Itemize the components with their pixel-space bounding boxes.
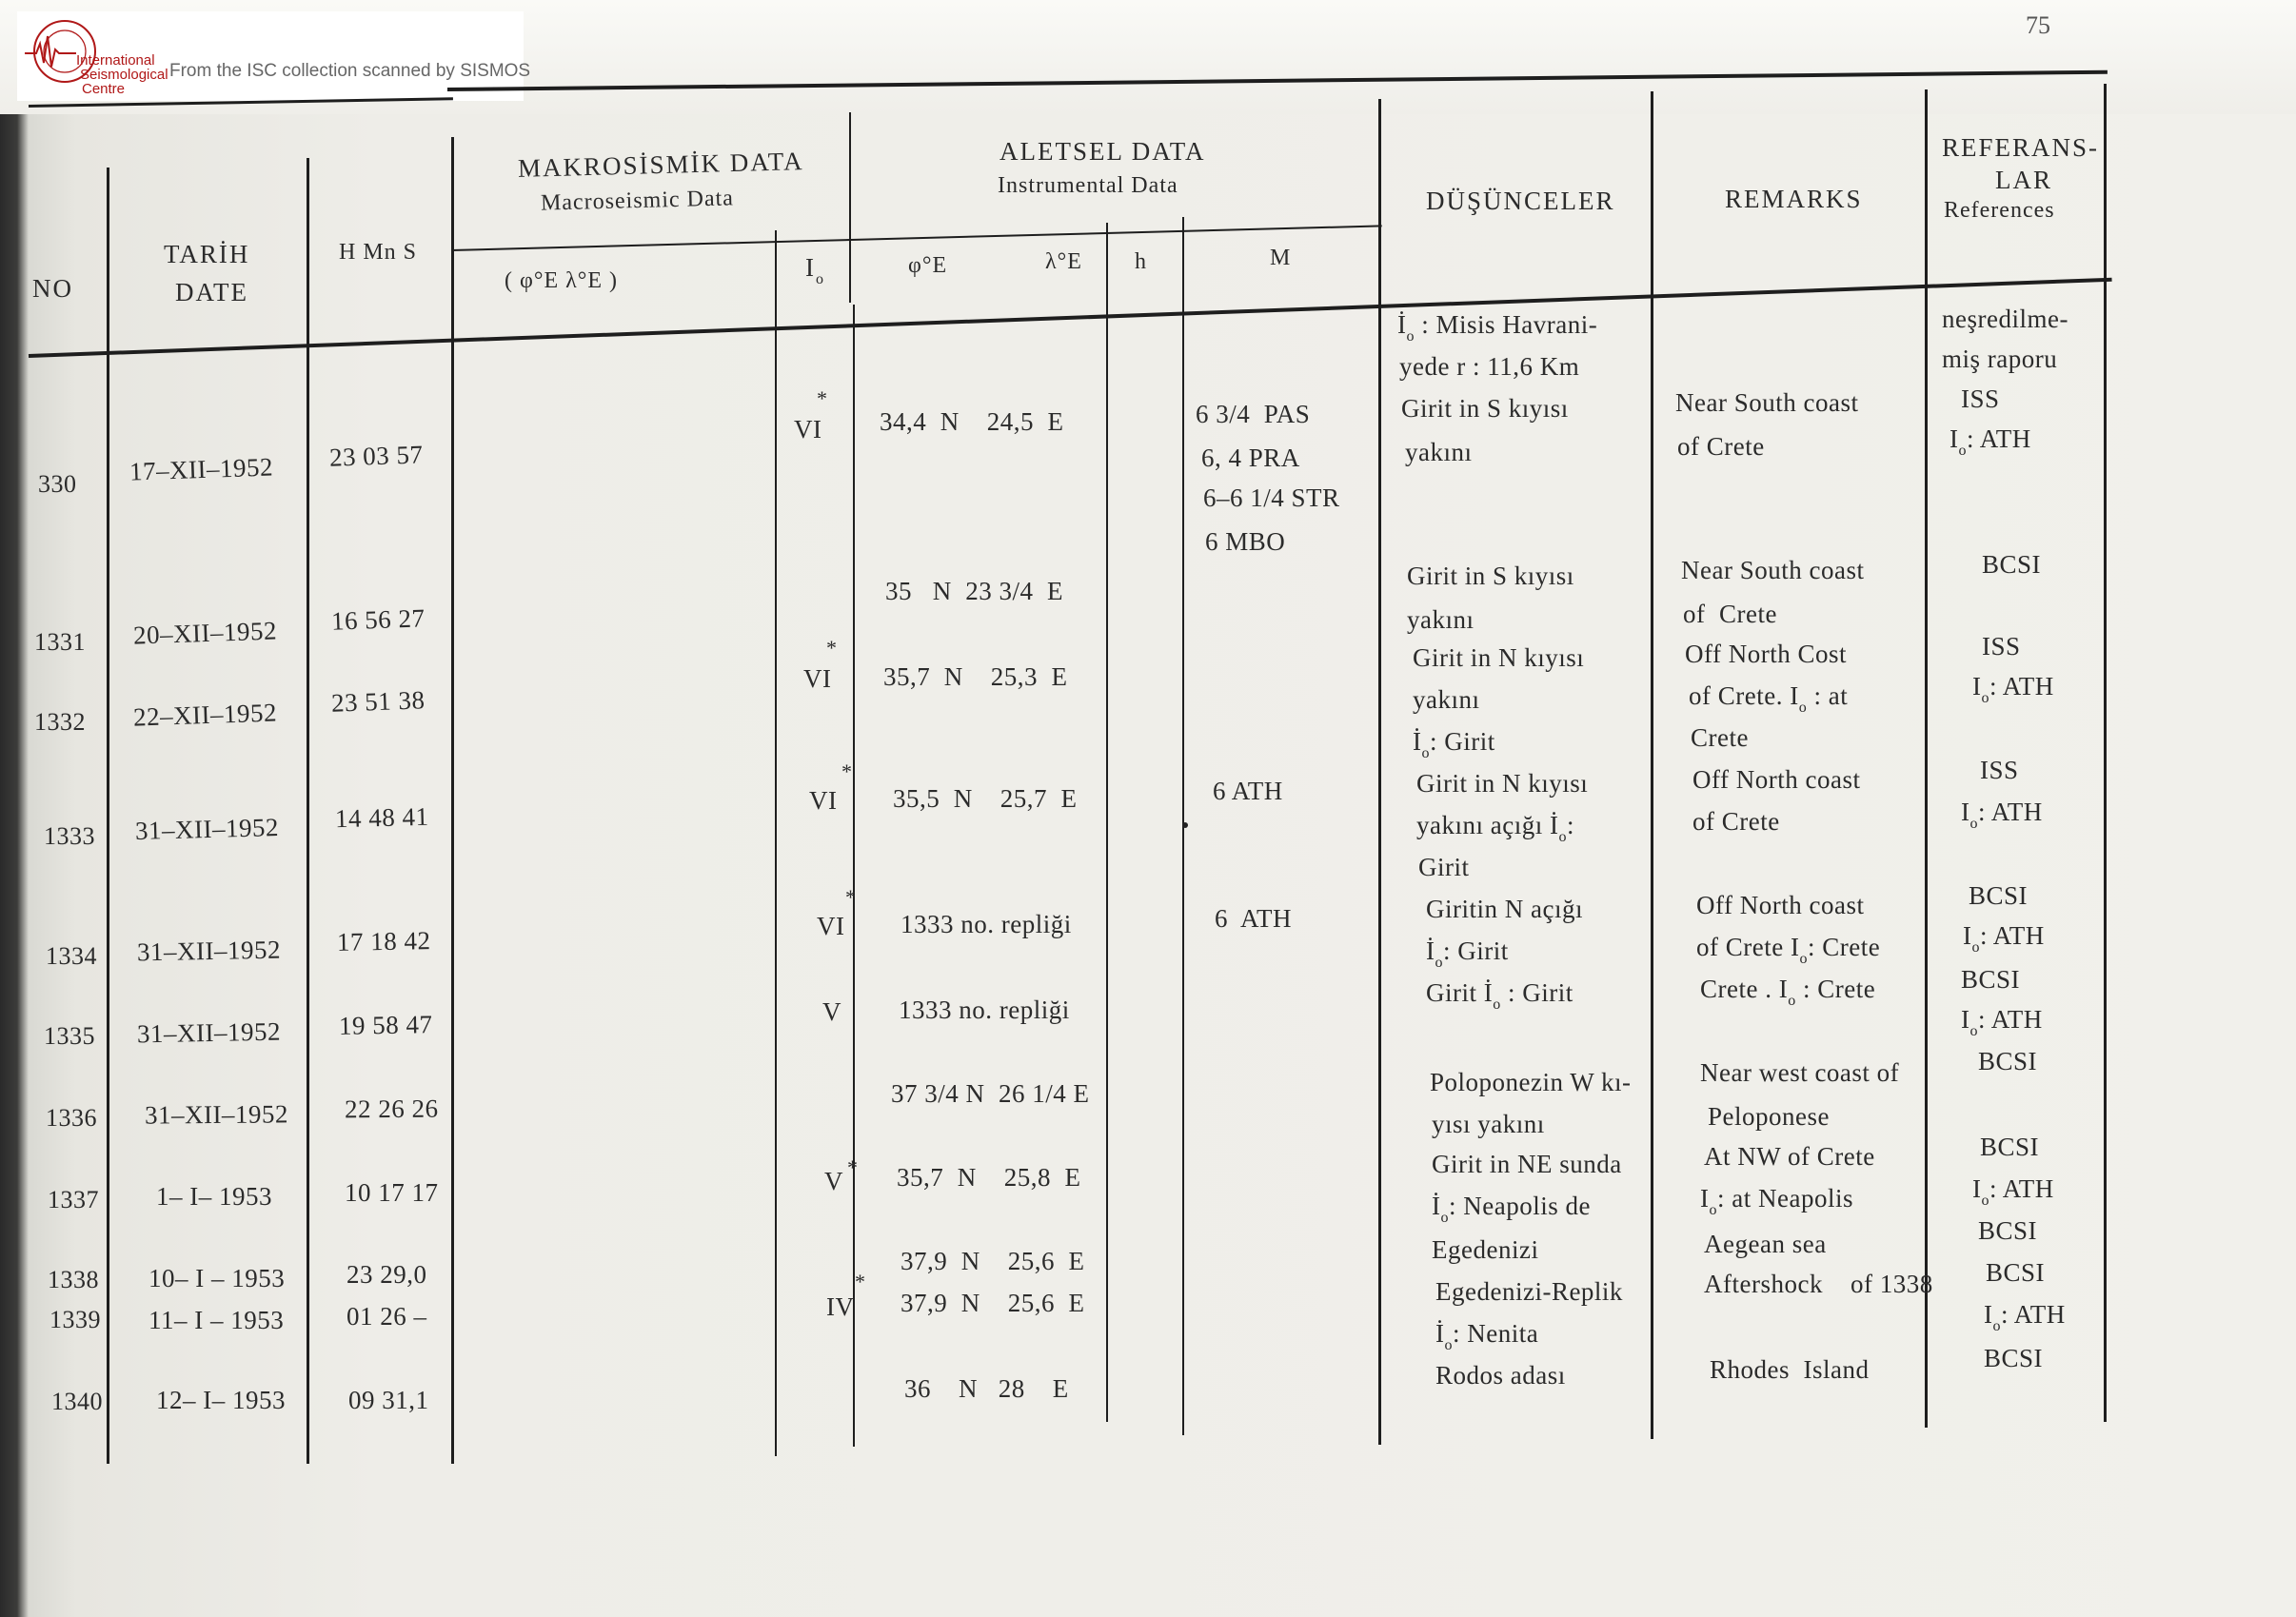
- row-time: 19 58 47: [338, 1010, 433, 1040]
- reference-line: $I_o$: ATH: [1961, 798, 2043, 832]
- remark-line: Crete . $I_o$ : Crete: [1700, 975, 1876, 1009]
- instrumental-coords: 36 N 28 E: [904, 1374, 1069, 1403]
- header-io: $I_o$: [805, 253, 825, 287]
- col-rule-date: [307, 158, 309, 1464]
- reference-line: BCSI: [1982, 550, 2042, 579]
- dusunce-line: yakını açığı $İ_o$:: [1416, 811, 1574, 845]
- row-date: 31–XII–1952: [144, 1099, 289, 1130]
- row-time: 23 03 57: [328, 440, 424, 472]
- reference-line: BCSI: [1984, 1344, 2044, 1372]
- header-ref-3: References: [1944, 198, 2055, 223]
- header-tarih: TARİH: [164, 240, 250, 268]
- reference-line: BCSI: [1969, 881, 2029, 910]
- reference-line: $I_o$: ATH: [1984, 1300, 2066, 1334]
- remark-line: Off North coast: [1692, 765, 1861, 794]
- reference-line: $I_o$: ATH: [1950, 424, 2031, 459]
- row-no: 330: [38, 470, 77, 498]
- header-m: M: [1270, 246, 1292, 270]
- header-phi: φ°E: [908, 253, 948, 278]
- dusunce-line: $İ_o$: Neapolis de: [1432, 1192, 1591, 1226]
- header-ref-1: REFERANS-: [1942, 133, 2100, 162]
- remark-line: Rhodes Island: [1710, 1355, 1870, 1384]
- instrumental-coords: 1333 no. repliği: [901, 910, 1072, 938]
- dusunce-line: Girit: [1418, 853, 1470, 881]
- reference-line: $I_o$: ATH: [1972, 1174, 2054, 1209]
- row-no: 1333: [44, 822, 95, 850]
- row-no: 1339: [49, 1306, 101, 1333]
- remark-line: Near South coast: [1681, 556, 1865, 584]
- reference-line: BCSI: [1978, 1047, 2038, 1075]
- instrumental-coords: 1333 no. repliği: [899, 996, 1070, 1024]
- instrumental-coords: 37,9 N 25,6 E: [901, 1247, 1085, 1275]
- page-number: 75: [2026, 11, 2050, 39]
- row-no: 1335: [44, 1022, 95, 1050]
- row-no: 1340: [51, 1388, 103, 1415]
- intensity-value: VI: [803, 664, 832, 693]
- header-remarks: REMARKS: [1725, 185, 1863, 213]
- row-time: 10 17 17: [345, 1178, 439, 1207]
- header-bottom-rule: [29, 278, 2112, 358]
- row-date: 31–XII–1952: [136, 1016, 282, 1049]
- row-no: 1337: [48, 1186, 99, 1213]
- magnitude-value: 6–6 1/4 STR: [1203, 483, 1340, 512]
- dusunce-line: yısı yakını: [1432, 1110, 1545, 1138]
- reference-line: BCSI: [1980, 1133, 2040, 1161]
- scan-caption: From the ISC collection scanned by SISMOS: [169, 61, 531, 81]
- remark-line: Near west coast of: [1700, 1058, 1900, 1087]
- reference-line: $I_o$: ATH: [1961, 1005, 2043, 1039]
- intensity-value: V: [822, 997, 841, 1026]
- remark-line: Near South coast: [1675, 388, 1859, 417]
- intensity-star: *: [847, 1155, 859, 1179]
- reference-line: BCSI: [1961, 965, 2021, 994]
- row-time: 23 29,0: [346, 1260, 427, 1289]
- instrumental-coords: 37,9 N 25,6 E: [901, 1289, 1085, 1317]
- dusunce-line: Girit in N kıyısı: [1413, 643, 1585, 672]
- remark-line: of Crete $I_o$: Crete: [1696, 933, 1881, 967]
- intensity-star: *: [826, 636, 838, 660]
- row-time: 23 51 38: [330, 685, 426, 718]
- remark-line: Off North Cost: [1685, 640, 1848, 668]
- dusunce-line: yakını: [1405, 438, 1473, 466]
- intensity-value: VI: [794, 415, 822, 444]
- row-time: 01 26 –: [346, 1302, 427, 1331]
- reference-line: BCSI: [1986, 1258, 2046, 1287]
- intensity-value: VI: [817, 912, 845, 940]
- row-no: 1336: [46, 1104, 97, 1132]
- col-rule-m: [1378, 99, 1381, 1445]
- reference-line: miş raporu: [1942, 345, 2058, 373]
- col-rule-macro: [775, 230, 777, 1456]
- header-dusunceler: DÜŞÜNCELER: [1426, 187, 1615, 215]
- row-date: 31–XII–1952: [136, 935, 282, 967]
- col-rule-no: [107, 168, 109, 1464]
- dusunce-line: Girit in N kıyısı: [1416, 769, 1589, 798]
- intensity-star: *: [817, 386, 828, 410]
- reference-line: BCSI: [1978, 1216, 2038, 1245]
- reference-line: ISS: [1961, 385, 2000, 413]
- remark-line: Aftershock of 1338: [1704, 1270, 1933, 1298]
- header-makro-coords: ( φ°E λ°E ): [505, 268, 618, 293]
- isc-org-line1: International: [76, 52, 155, 69]
- row-date: 10– I – 1953: [148, 1264, 286, 1292]
- reference-line: neşredilme-: [1942, 305, 2068, 333]
- isc-org-line3: Centre: [82, 81, 126, 97]
- header-h: h: [1135, 249, 1147, 274]
- remark-line: Crete: [1691, 723, 1749, 752]
- magnitude-value: 6 3/4 PAS: [1196, 400, 1311, 428]
- remark-line: of Crete: [1692, 807, 1780, 836]
- instrumental-coords: 34,4 N 24,5 E: [880, 407, 1064, 436]
- remark-line: of Crete: [1677, 432, 1765, 461]
- instrumental-coords: 37 3/4 N 26 1/4 E: [891, 1079, 1090, 1108]
- dusunce-line: $İ_o$: Nenita: [1435, 1319, 1539, 1353]
- row-date: 17–XII–1952: [129, 452, 274, 486]
- col-rule-lambda: [1106, 223, 1108, 1422]
- instrumental-coords: 35,7 N 25,3 E: [883, 662, 1068, 691]
- intensity-star: *: [845, 885, 857, 909]
- col-rule-time: [451, 137, 454, 1464]
- remark-line: Off North coast: [1696, 891, 1865, 919]
- row-no: 1334: [46, 942, 97, 970]
- dusunce-line: Girit in S kıyısı: [1401, 394, 1569, 423]
- intensity-star: *: [855, 1270, 866, 1293]
- header-makro-tr: MAKROSİSMİK DATA: [517, 147, 804, 183]
- dusunce-line: $İ_o$ : Misis Havrani-: [1397, 310, 1598, 345]
- dusunce-line: Egedenizi: [1432, 1235, 1539, 1264]
- reference-line: ISS: [1982, 632, 2021, 661]
- row-time: 22 26 26: [344, 1094, 439, 1124]
- remark-line: At NW of Crete: [1704, 1142, 1875, 1171]
- header-aletsel-en: Instrumental Data: [998, 173, 1178, 198]
- header-ref-2: LAR: [1995, 166, 2052, 194]
- magnitude-value: 6 MBO: [1205, 527, 1286, 556]
- row-time: 17 18 42: [336, 926, 431, 956]
- header-makro-en: Macroseismic Data: [540, 186, 735, 216]
- isc-logo-text: [76, 53, 168, 96]
- row-time: 14 48 41: [334, 801, 429, 834]
- remark-line: Aegean sea: [1704, 1230, 1827, 1258]
- ink-dot: [1182, 822, 1188, 828]
- intensity-value: V: [824, 1167, 843, 1195]
- remark-line: of Crete: [1683, 600, 1777, 628]
- col-rule-macro-top: [849, 112, 851, 303]
- header-aletsel-tr: ALETSEL DATA: [1000, 137, 1206, 166]
- row-date: 31–XII–1952: [134, 813, 280, 845]
- dusunce-line: $İ_o$: Girit: [1413, 727, 1495, 761]
- dusunce-line: Girit in NE sunda: [1432, 1150, 1622, 1178]
- row-date: 1– I– 1953: [156, 1182, 272, 1211]
- header-lambda: λ°E: [1045, 249, 1082, 274]
- magnitude-value: 6 ATH: [1213, 777, 1283, 805]
- instrumental-coords: 35 N 23 3/4 E: [885, 577, 1063, 605]
- dusunce-line: Poloponezin W kı-: [1430, 1068, 1632, 1096]
- remark-line: of Crete. $I_o$ : at: [1689, 681, 1849, 716]
- intensity-value: IV: [826, 1292, 855, 1321]
- dusunce-line: Egedenizi-Replik: [1435, 1277, 1623, 1306]
- magnitude-value: 6 ATH: [1215, 904, 1293, 933]
- header-date: DATE: [175, 278, 248, 306]
- magnitude-value: 6, 4 PRA: [1201, 444, 1300, 472]
- dusunce-line: Girit in S kıyısı: [1407, 562, 1574, 590]
- row-no: 1338: [48, 1266, 99, 1293]
- instrumental-coords: 35,7 N 25,8 E: [897, 1163, 1081, 1192]
- row-no: 1331: [34, 628, 86, 656]
- reference-line: ISS: [1980, 756, 2019, 784]
- header-time: H Mn S: [339, 240, 418, 265]
- dusunce-line: Rodos adası: [1435, 1361, 1566, 1390]
- reference-line: $I_o$: ATH: [1972, 672, 2054, 706]
- reference-line: $I_o$: ATH: [1963, 921, 2045, 956]
- dusunce-line: yede r : 11,6 Km: [1399, 352, 1580, 381]
- remark-line: $I_o$: at Neapolis: [1700, 1184, 1853, 1218]
- row-date: 11– I – 1953: [148, 1306, 285, 1334]
- col-rule-dusunce: [1651, 91, 1653, 1439]
- col-rule-remarks: [1925, 89, 1928, 1428]
- dusunce-line: $İ_o$: Girit: [1426, 937, 1509, 971]
- remark-line: Peloponese: [1708, 1102, 1830, 1131]
- dusunce-line: yakını: [1407, 605, 1475, 634]
- header-mid-rule: [451, 225, 1382, 251]
- dusunce-line: Girit $İ_o$ : Girit: [1426, 978, 1574, 1013]
- row-time: 09 31,1: [348, 1386, 429, 1414]
- dusunce-line: yakını: [1413, 685, 1480, 714]
- col-rule-ref: [2104, 84, 2107, 1422]
- row-no: 1332: [34, 708, 86, 736]
- isc-org-line2: Seismological: [80, 67, 168, 83]
- row-time: 16 56 27: [330, 603, 426, 636]
- instrumental-coords: 35,5 N 25,7 E: [893, 784, 1078, 813]
- row-date: 12– I– 1953: [156, 1386, 286, 1414]
- intensity-value: VI: [809, 786, 838, 815]
- header-no: NO: [32, 274, 73, 303]
- row-date: 20–XII–1952: [132, 616, 278, 650]
- row-date: 22–XII–1952: [132, 698, 278, 732]
- dusunce-line: Giritin N açığı: [1426, 895, 1583, 923]
- intensity-star: *: [841, 759, 853, 783]
